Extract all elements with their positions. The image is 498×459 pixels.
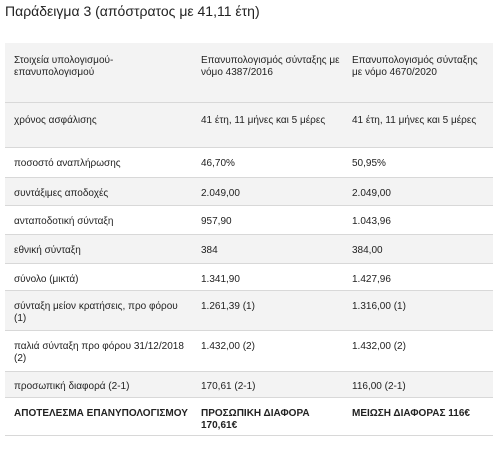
table-row bbox=[5, 263, 493, 290]
result-label: ΑΠΟΤΕΛΕΣΜΑ ΕΠΑΝΥΠΟΛΟΓΙΣΜΟΥ bbox=[5, 397, 196, 435]
table-row bbox=[5, 205, 493, 234]
row-value-4670: 1.316,00 (1) bbox=[350, 290, 493, 330]
header-cell-criteria: Στοιχεία υπολογισμού-επανυπολογισμού bbox=[5, 43, 196, 102]
row-label: συντάξιμες αποδοχές bbox=[5, 177, 196, 205]
row-value-4387: 46,70% bbox=[196, 147, 350, 177]
row-value-4670: 1.432,00 (2) bbox=[350, 330, 493, 371]
header-cell-law-4670: Επανυπολογισμός σύνταξης με νόμο 4670/2020 bbox=[350, 43, 493, 102]
table-row bbox=[5, 177, 493, 205]
table-row bbox=[5, 102, 493, 147]
row-label: ανταποδοτική σύνταξη bbox=[5, 205, 196, 234]
row-value-4387: 1.432,00 (2) bbox=[196, 330, 350, 371]
table-row bbox=[5, 234, 493, 263]
row-value-4387: 170,61 (2-1) bbox=[196, 371, 350, 397]
table-row bbox=[5, 371, 493, 397]
table-row bbox=[5, 330, 493, 371]
row-value-4670: 1.043,96 bbox=[350, 205, 493, 234]
row-value-4387: 384 bbox=[196, 234, 350, 263]
row-value-4670: 41 έτη, 11 μήνες και 5 μέρες bbox=[350, 102, 493, 147]
row-value-4387: 1.261,39 (1) bbox=[196, 290, 350, 330]
row-value-4387: 957,90 bbox=[196, 205, 350, 234]
row-label: χρόνος ασφάλισης bbox=[5, 102, 196, 147]
result-value-4387: ΠΡΟΣΩΠΙΚΗ ΔΙΑΦΟΡΑ 170,61€ bbox=[196, 397, 350, 435]
row-value-4387: 1.341,90 bbox=[196, 263, 350, 290]
header-cell-law-4387: Επανυπολογισμός σύνταξης με νόμο 4387/2016 bbox=[196, 43, 350, 102]
row-label: σύνταξη μείον κρατήσεις, προ φόρου (1) bbox=[5, 290, 196, 330]
row-value-4670: 116,00 (2-1) bbox=[350, 371, 493, 397]
table-row bbox=[5, 147, 493, 177]
table-header-row bbox=[5, 43, 493, 102]
result-value-4670: ΜΕΙΩΣΗ ΔΙΑΦΟΡΑΣ 116€ bbox=[350, 397, 493, 435]
page-title: Παράδειγμα 3 (απόστρατος με 41,11 έτη) bbox=[5, 3, 260, 19]
row-value-4387: 41 έτη, 11 μήνες και 5 μέρες bbox=[196, 102, 350, 147]
row-label: παλιά σύνταξη προ φόρου 31/12/2018 (2) bbox=[5, 330, 196, 371]
row-label: σύνολο (μικτά) bbox=[5, 263, 196, 290]
row-label: εθνική σύνταξη bbox=[5, 234, 196, 263]
row-value-4670: 1.427,96 bbox=[350, 263, 493, 290]
table-row bbox=[5, 290, 493, 330]
row-value-4670: 2.049,00 bbox=[350, 177, 493, 205]
result-row bbox=[5, 397, 493, 435]
row-value-4670: 50,95% bbox=[350, 147, 493, 177]
row-label: ποσοστό αναπλήρωσης bbox=[5, 147, 196, 177]
recalculation-table bbox=[5, 43, 493, 436]
row-label: προσωπική διαφορά (2-1) bbox=[5, 371, 196, 397]
row-value-4387: 2.049,00 bbox=[196, 177, 350, 205]
row-value-4670: 384,00 bbox=[350, 234, 493, 263]
